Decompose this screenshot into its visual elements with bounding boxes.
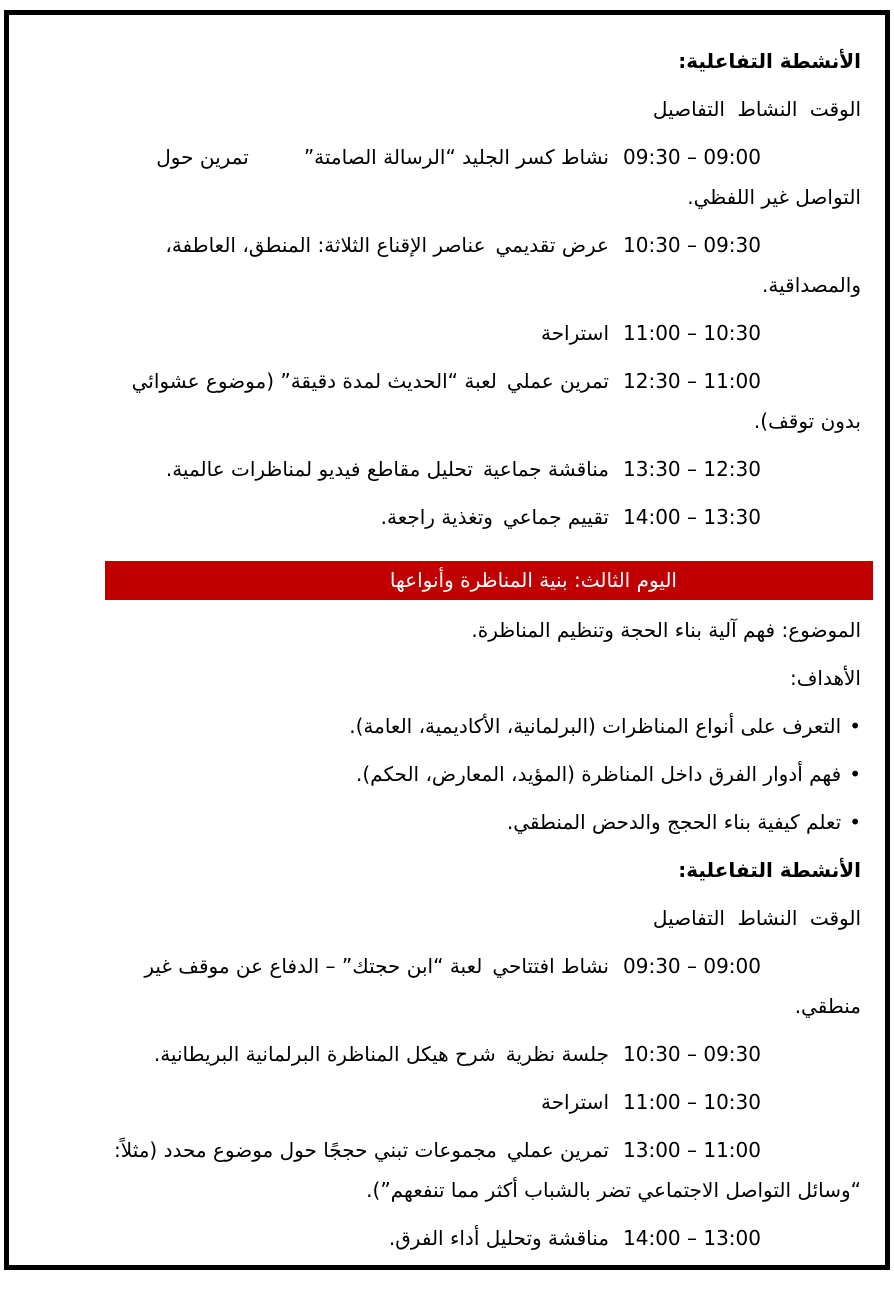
tab-gap (609, 523, 623, 524)
day2-activities-heading: الأنشطة التفاعلية: (678, 49, 861, 73)
tab-gap (496, 1060, 506, 1061)
time-range: 10:30 – 11:00 (623, 321, 761, 345)
activity-text: مناقشة جماعية (482, 457, 609, 481)
tab-gap (609, 475, 623, 476)
details-text: تمرين حول التواصل غير اللفظي. (156, 145, 861, 209)
time-range: 13:30 – 14:00 (623, 505, 761, 529)
activity-text: نشاط افتتاحي (492, 954, 609, 978)
activity-text: عرض تقديمي (495, 233, 609, 257)
tab-gap (609, 251, 623, 252)
tab-gap (609, 1060, 623, 1061)
goal-text: فهم أدوار الفرق داخل المناظرة (المؤيد، المعارض، الحكم). (356, 762, 842, 786)
goals-heading: الأهداف: (789, 666, 861, 690)
activity-text: مناقشة وتحليل أداء الفرق. (388, 1226, 609, 1250)
tab-gap (531, 339, 541, 340)
tab-gap (493, 523, 503, 524)
tab-gap (609, 387, 623, 388)
tab-gap (249, 163, 304, 164)
schedule-row (109, 361, 861, 441)
tab-gap (482, 972, 492, 973)
time-range: 10:30 – 11:00 (623, 1090, 761, 1114)
goal-item (109, 802, 861, 842)
schedule-row (109, 946, 861, 1026)
time-range: 09:30 – 10:30 (623, 233, 761, 257)
tab-gap (497, 387, 507, 388)
time-range: 13:00 – 14:00 (623, 1226, 761, 1250)
topic-line: الموضوع: فهم آلية بناء الحجة وتنظيم المناظرة. (471, 618, 861, 642)
day3-activities-heading: الأنشطة التفاعلية: (678, 858, 861, 882)
time-range: 11:00 – 12:30 (623, 369, 761, 393)
schedule-row (109, 1034, 861, 1074)
bullet-icon: • (849, 810, 861, 834)
schedule-row (109, 137, 861, 217)
bullet-icon: • (849, 762, 861, 786)
goal-item (109, 706, 861, 746)
details-text: مجموعات تبني حججًا حول موضوع محدد (مثلاً: “وسائل التواصل الاجتماعي تضر بالشباب أكثر مما تنفعهم”). (114, 1138, 861, 1202)
tab-gap (609, 972, 623, 973)
tab-gap (609, 1244, 623, 1245)
time-range: 09:00 – 09:30 (623, 145, 761, 169)
goal-item (109, 754, 861, 794)
details-text: لعبة “ابن حجتك” – الدفاع عن موقف غير منطقي. (144, 954, 861, 1018)
activity-text: استراحة (540, 321, 609, 345)
tab-gap (609, 339, 623, 340)
tab-gap (531, 1108, 541, 1109)
day3-banner-title: اليوم الثالث: بنية المناظرة وأنواعها (389, 568, 677, 592)
time-range: 09:00 – 09:30 (623, 954, 761, 978)
goal-text: التعرف على أنواع المناظرات (البرلمانية، الأكاديمية، العامة). (349, 714, 842, 738)
bullet-icon: • (849, 714, 861, 738)
activity-text: جلسة نظرية (505, 1042, 609, 1066)
day3-columns-header: الوقت النشاط التفاصيل (652, 906, 861, 930)
schedule-row (109, 1218, 861, 1258)
activity-text: نشاط كسر الجليد “الرسالة الصامتة” (303, 145, 609, 169)
schedule-row (109, 449, 861, 489)
tab-gap (609, 1156, 623, 1157)
tab-gap (473, 475, 483, 476)
tab-gap (486, 251, 496, 252)
schedule-row (109, 313, 861, 353)
details-text: وتغذية راجعة. (380, 505, 493, 529)
document-page (4, 10, 890, 1270)
time-range: 09:30 – 10:30 (623, 1042, 761, 1066)
schedule-row (109, 497, 861, 537)
details-text: عناصر الإقناع الثلاثة: المنطق، العاطفة، والمصداقية. (165, 233, 861, 297)
activity-text: تقييم جماعي (502, 505, 609, 529)
tab-gap (379, 1244, 389, 1245)
activity-text: استراحة (540, 1090, 609, 1114)
tab-gap (609, 1108, 623, 1109)
details-text: لعبة “الحديث لمدة دقيقة” (موضوع عشوائي بدون توقف). (131, 369, 861, 433)
time-range: 11:00 – 13:00 (623, 1138, 761, 1162)
tab-gap (609, 163, 623, 164)
details-text: شرح هيكل المناظرة البرلمانية البريطانية. (153, 1042, 496, 1066)
schedule-row (109, 1082, 861, 1122)
day2-columns-header: الوقت النشاط التفاصيل (652, 97, 861, 121)
activity-text: تمرين عملي (506, 369, 609, 393)
schedule-row (109, 1130, 861, 1210)
day3-banner (105, 561, 873, 600)
time-range: 12:30 – 13:30 (623, 457, 761, 481)
details-text: تحليل مقاطع فيديو لمناظرات عالمية. (165, 457, 473, 481)
schedule-row (109, 225, 861, 305)
activity-text: تمرين عملي (506, 1138, 609, 1162)
goal-text: تعلم كيفية بناء الحجج والدحض المنطقي. (506, 810, 842, 834)
tab-gap (497, 1156, 507, 1157)
